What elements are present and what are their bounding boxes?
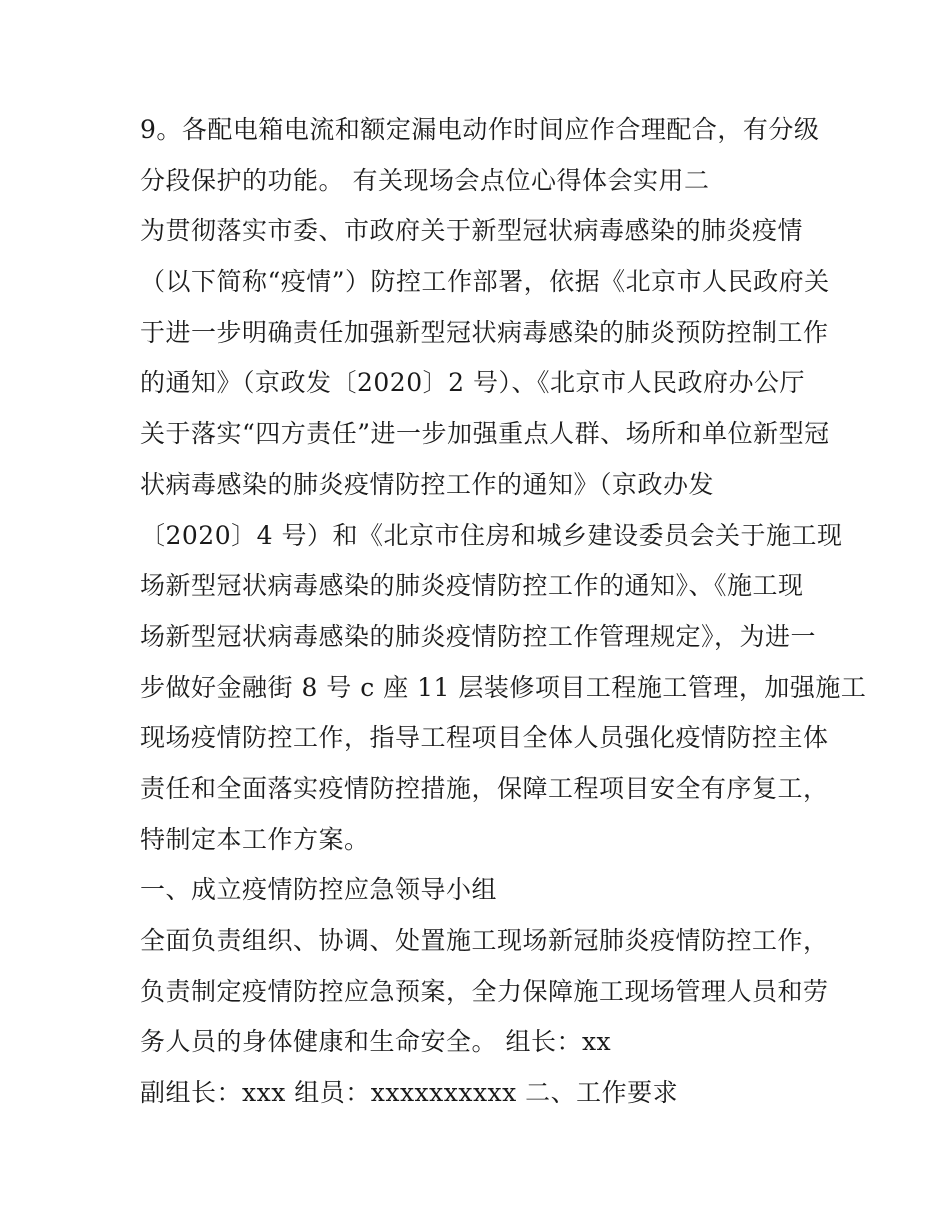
text-line: 9。各配电箱电流和额定漏电动作时间应作合理配合，有分级 [140,115,820,144]
text-line: 场新型冠状病毒感染的肺炎疫情防控工作的通知》、《施工现 [140,571,804,601]
text-line: 于进一步明确责任加强新型冠状病毒感染的肺炎预防控制工作 [140,317,829,347]
text-line: 特制定本工作方案。 [140,824,370,854]
text-line: （以下简称“疫情”）防控工作部署，依据《北京市人民政府关 [140,267,830,297]
text-line: 分段保护的功能。 有关现场会点位心得体会实用二 [140,165,710,195]
text-line: 〔2020〕4 号）和《北京市住房和城乡建设委员会关于施工现 [140,520,843,550]
text-line: 负责制定疫情防控应急预案，全力保障施工现场管理人员和劳 [140,976,829,1006]
text-line: 的通知》（京政发〔2020〕2 号）、《北京市人民政府办公厅 [140,368,805,398]
text-line: 副组长：xxx 组员：xxxxxxxxxx 二、工作要求 [140,1078,679,1108]
text-line: 全面负责组织、协调、处置施工现场新冠肺炎疫情防控工作， [140,926,829,955]
text-line: 场新型冠状病毒感染的肺炎疫情防控工作管理规定》，为进一 [140,621,817,651]
document-body [140,109,867,1123]
text-line: 状病毒感染的肺炎疫情防控工作的通知》（京政办发 [140,469,715,499]
section-heading: 一、成立疫情防控应急领导小组 [140,875,498,905]
text-line: 务人员的身体健康和生命安全。 组长：xx [140,1027,612,1057]
text-line: 责任和全面落实疫情防控措施，保障工程项目安全有序复工， [140,773,829,803]
text-line: 现场疫情防控工作，指导工程项目全体人员强化疫情防控主体 [140,723,829,753]
text-line: 关于落实“四方责任”进一步加强重点人群、场所和单位新型冠 [140,419,830,449]
text-line: 步做好金融街 8 号 c 座 11 层装修项目工程施工管理，加强施工 [140,672,867,702]
text-line: 为贯彻落实市委、市政府关于新型冠状病毒感染的肺炎疫情 [140,216,804,246]
